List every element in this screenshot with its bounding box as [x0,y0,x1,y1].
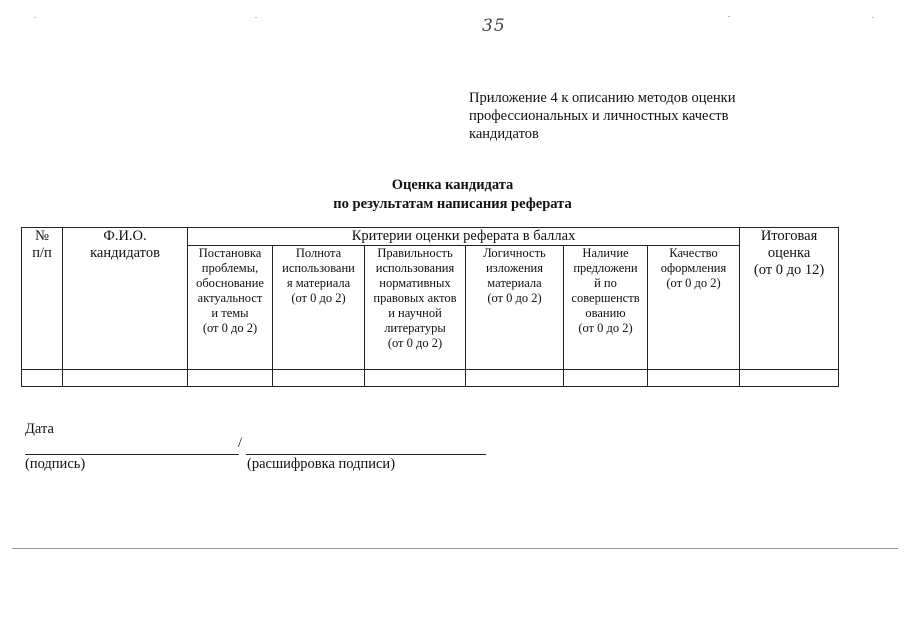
table-row [22,370,839,387]
appendix-line: кандидатов [469,126,539,142]
header-text: Итоговая [760,228,818,244]
header-total-score [740,228,839,370]
criterion-text: Наличие [582,246,629,260]
criterion-text: (от 0 до 2) [387,336,443,350]
table-cell [564,370,648,387]
scan-speck [728,16,730,17]
evaluation-table [21,227,839,387]
criterion-text: Полнота [295,246,342,260]
criterion-text: я материала [286,276,351,290]
appendix-line: Приложение 4 к описанию методов оценки [469,90,736,106]
table-cell [22,370,63,387]
header-candidate-name [63,228,188,370]
table-cell [63,370,188,387]
table-cell [648,370,740,387]
table-cell [740,370,839,387]
criterion-text: Качество [669,246,718,260]
criterion-text: нормативных [379,276,451,290]
title-line-2: по результатам написания реферата [333,196,572,212]
decoding-caption: (расшифровка подписи) [247,456,396,472]
header-row [22,228,839,246]
criterion-text: проблемы, [201,261,259,275]
page-bottom-rule [12,548,898,549]
title-line-1: Оценка кандидата [391,177,514,193]
signature-caption: (подпись) [25,456,86,472]
appendix-line: профессиональных и личностных качеств [469,108,729,124]
criterion-completeness [273,246,365,370]
criterion-text: и научной [388,306,442,320]
scan-speck [255,17,257,18]
table-cell [273,370,365,387]
criterion-text: (от 0 до 2) [202,321,258,335]
document-title [0,176,905,214]
header-text: оценка [767,245,811,261]
criterion-text: предложени [573,261,638,275]
criterion-text: оформления [660,261,727,275]
appendix-note [469,89,789,143]
header-text: п/п [32,245,52,261]
criterion-text: й по [594,276,617,290]
criterion-text: ованию [585,306,626,320]
criterion-text: (от 0 до 2) [578,321,633,335]
criterion-text: литературы [384,321,446,335]
header-text: № [35,228,49,244]
criterion-text: использовани [282,261,355,275]
criterion-text: Постановка [198,246,262,260]
criterion-logic [466,246,564,370]
header-number [22,228,63,370]
signature-separator: / [238,435,243,451]
criterion-formatting [648,246,740,370]
table-cell [466,370,564,387]
criterion-text: правовых актов [373,291,457,305]
scan-speck [872,17,874,18]
criterion-text: (от 0 до 2) [666,276,721,290]
criterion-text: Логичность [483,246,546,260]
criterion-text: обоснование [196,276,264,290]
table-cell [188,370,273,387]
criterion-legal-acts-usage [365,246,466,370]
criterion-text: использования [375,261,455,275]
criterion-improvement-proposals [564,246,648,370]
criterion-text: актуальност [197,291,263,305]
date-label: Дата [25,421,54,437]
table-cell [365,370,466,387]
criterion-text: материала [487,276,542,290]
criterion-text: (от 0 до 2) [487,291,542,305]
criterion-text: Правильность [377,246,453,260]
header-text: кандидатов [90,245,160,261]
criterion-text: (от 0 до 2) [291,291,346,305]
criterion-problem-statement [188,246,273,370]
decoding-line [246,454,486,455]
scan-speck [34,17,36,18]
header-criteria: Критерии оценки реферата в баллах [188,228,740,246]
signature-line [25,454,239,455]
criterion-text: и темы [211,306,249,320]
page-number: 35 [482,16,506,36]
criterion-text: изложения [486,261,543,275]
header-text: (от 0 до 12) [753,262,825,278]
header-text: Ф.И.О. [103,228,147,244]
criterion-text: совершенств [571,291,640,305]
